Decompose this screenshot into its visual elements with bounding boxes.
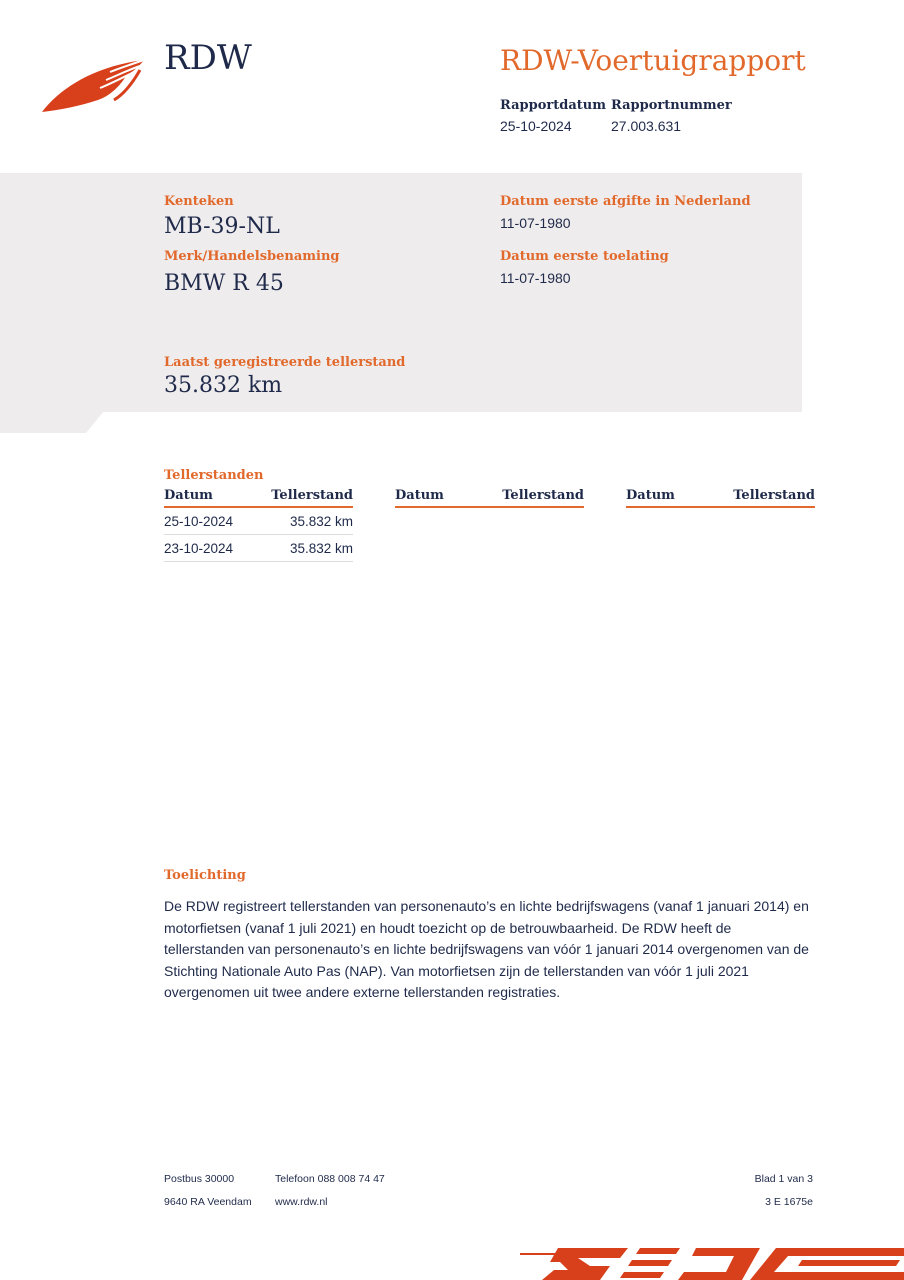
plate-label: Kenteken (164, 194, 234, 209)
footer-postbus: Postbus 30000 (164, 1173, 235, 1185)
readings-header-row (626, 488, 815, 507)
col-date-header: Datum (164, 488, 251, 507)
make-label: Merk/Handelsbenaming (164, 249, 340, 264)
table-row (164, 507, 353, 535)
panel-tab-decoration (0, 411, 104, 433)
first-admission-value: 11-07-1980 (500, 270, 571, 286)
col-reading-header: Tellerstand (251, 488, 353, 507)
note-body: De RDW registreert tellerstanden van personenauto’s en lichte bedrijfswagens (vanaf 1 januari 2014) en motorfietsen (vanaf 1 juli 2021) en houdt toezicht op de betrouwbaarheid. De RDW heeft de tellerstanden van personenauto’s en lichte bedrijfswagens van vóór 1 januari 2014 overgenomen van de Stichting Nationale Auto Pas (NAP). Van motorfietsen zijn de tellerstanden van vóór 1 juli 2021 overgenomen uit twee andere externe tellerstanden registraties. (164, 898, 809, 1000)
footer-document-code: 3 E 1675e (765, 1196, 813, 1208)
col-date-header: Datum (626, 488, 697, 507)
rdw-logo-icon (40, 58, 150, 116)
readings-title: Tellerstanden (164, 468, 264, 483)
table-row (164, 535, 353, 562)
readings-header-row (164, 488, 353, 507)
brand-name: RDW (164, 38, 252, 78)
note-title: Toelichting (164, 868, 246, 883)
row-date: 23-10-2024 (164, 535, 251, 562)
make-value: BMW R 45 (164, 271, 284, 296)
footer-website[interactable]: www.rdw.nl (275, 1196, 328, 1208)
col-date-header: Datum (395, 488, 466, 507)
col-reading-header: Tellerstand (466, 488, 584, 507)
first-admission-label: Datum eerste toelating (500, 249, 669, 264)
first-issue-nl-value: 11-07-1980 (500, 215, 571, 231)
report-date: 25-10-2024 (500, 118, 572, 134)
report-date-label: Rapportdatum (500, 98, 606, 113)
footer-page-number: Blad 1 van 3 (754, 1173, 813, 1185)
readings-table-col-2 (395, 488, 584, 508)
first-issue-nl-label: Datum eerste afgifte in Nederland (500, 194, 751, 209)
readings-header-row (395, 488, 584, 507)
report-title: RDW-Voertuigrapport (500, 44, 806, 77)
footer-stripes-icon (520, 1244, 904, 1280)
odometer-label: Laatst geregistreerde tellerstand (164, 355, 406, 370)
footer-city: 9640 RA Veendam (164, 1196, 252, 1208)
row-date: 25-10-2024 (164, 507, 251, 535)
readings-table-col-1 (164, 488, 353, 562)
row-reading: 35.832 km (251, 535, 353, 562)
report-number-label: Rapportnummer (611, 98, 732, 113)
report-number: 27.003.631 (611, 118, 682, 134)
readings-table-col-3 (626, 488, 815, 508)
col-reading-header: Tellerstand (697, 488, 815, 507)
plate-value: MB-39-NL (164, 214, 280, 239)
odometer-value: 35.832 km (164, 373, 283, 398)
footer-phone: Telefoon 088 008 74 47 (275, 1173, 385, 1185)
row-reading: 35.832 km (251, 507, 353, 535)
